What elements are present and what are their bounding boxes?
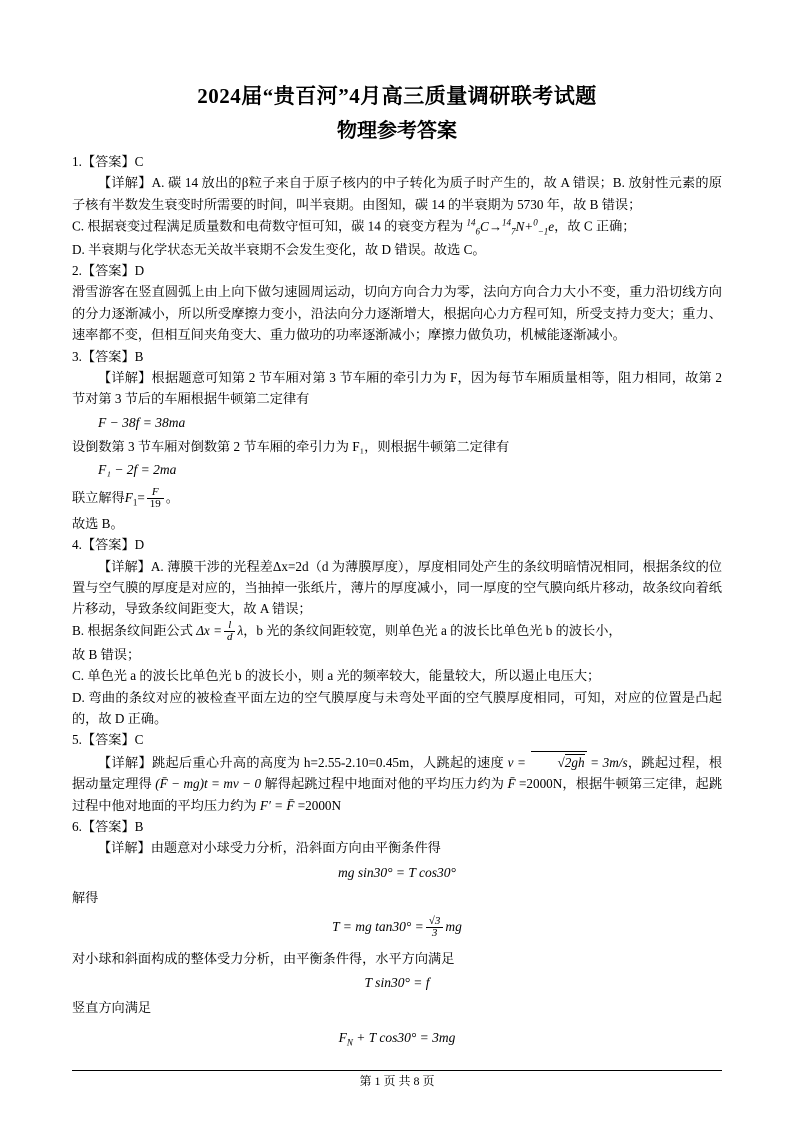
answer-5-text-c: 解得起跳过程中地面对他的平均压力约为 F̄ =2000N，根据牛顿第三定律，起跳过程中他对地面的平均压力约为 F′ = F̄ =2000N [72,776,723,813]
answer-4-para-2-text: B. 根据条纹间距公式 [72,622,193,638]
footer-divider [72,1070,722,1071]
answer-3-equation-3 [72,487,722,511]
answer-block-1 [72,151,722,260]
answer-6-equation-2 [72,916,722,940]
answer-6-eq2-suffix: mg [445,919,462,935]
page-footer: 第 1 页 共 8 页 [359,1074,435,1088]
answer-3-eq3-eq: = [137,489,145,505]
fringe-spacing-formula: Δx = $\frac{l}{d}$ λ [196,618,244,644]
velocity-formula: v = √2gh = 3m/s [508,755,628,770]
answer-4-para-1: 【详解】A. 薄膜干涉的光程差Δx=2d（d 为薄膜厚度），厚度相同处产生的条纹明暗情况相同，根据条纹的位置与空气膜的厚度是对应的，当抽掉一张纸片，薄片的厚度减小，同一厚度的空气膜向纸片移动，故条纹向着纸片移动，导致条纹间距变大，故 A 错误； [72,558,722,617]
answer-6-eq2-prefix: T = mg tan30° = [332,919,424,935]
answer-3-para-2: 设倒数第 3 节车厢对倒数第 2 节车厢的牵引力为 F₁，则根据牛顿第二定律有 [72,438,510,454]
answer-block-4 [72,534,722,729]
answer-6-para-1: 【详解】由题意对小球受力分析，沿斜面方向由平衡条件得 [98,840,441,856]
impulse-formula: (F̄ − mg)t = mv − 0 [155,776,262,792]
answer-3-eq3-num: F [147,487,164,500]
answer-4-para-3: C. 单色光 a 的波长比单色光 b 的波长小，则 a 光的频率较大，能量较大，所以遏止电压大； [72,668,601,684]
answer-2-heading: 2.【答案】D [72,263,145,279]
answer-block-2 [72,260,722,346]
answer-1-heading: 1.【答案】C [72,154,144,169]
answer-block-5 [72,729,722,816]
formula-den: d [226,631,233,644]
formula-num: l [224,620,236,633]
page-subtitle: 物理参考答案 [337,120,457,142]
answer-6-eq4-sub: N [346,1037,353,1048]
decay-equation: $^{14}_6$C→$^{14}_7$N+$^0_{-1}$e [466,217,555,237]
answer-6-equation-3: T sin30° = f [364,975,430,991]
page-title: 2024届“贵百河”4月高三质量调研联考试题 [197,84,597,108]
answer-6-para-3: 对小球和斜面构成的整体受力分析，由平衡条件得，水平方向满足 [72,950,455,966]
answer-6-heading: 6.【答案】B [72,818,144,834]
answer-4-para-4: D. 弯曲的条纹对应的被检查平面左边的空气膜厚度与未弯处平面的空气膜厚度相同，可知，对应的位置是凸起的，故 D 正确。 [72,689,722,727]
answer-1-para-2 [72,215,722,239]
answer-3-heading: 3.【答案】B [72,348,144,364]
answer-6-equation-1: mg sin30° = T cos30° [338,864,456,880]
answer-block-6 [72,816,722,1050]
answer-4-para-2b: 故 B 错误； [72,646,141,662]
formula-fraction [224,620,236,644]
answer-3-eq3-suffix: 。 [165,489,179,505]
answer-3-eq3-prefix: 联立解得 [72,489,125,505]
answer-6-eq4-rest: + T cos30° = 3mg [352,1029,456,1045]
answers-body [72,151,722,1050]
answer-3-eq3-fraction [147,487,164,511]
answer-3-para-3: 故选 B。 [72,515,124,531]
answer-2-para-1: 滑雪游客在竖直圆弧上由上向下做匀速圆周运动，切向方向合力为零，法向方向合力大小不变，重力沿切线方向的分力逐渐减小，所以所受摩擦力变小，沿法向分力逐渐增大，根据向心力方程可知，所受支持力变大；重力、速率都不变，但相互间夹角变大、重力做功的功率逐渐减小；摩擦力做负功，机械能逐渐减小。 [72,284,722,343]
answer-6-para-4: 竖直方向满足 [72,1000,152,1016]
answer-3-eq3-sub: 1 [132,497,138,508]
answer-1-para-2-text: C. 根据衰变过程满足质量数和电荷数守恒可知，碳 14 的衰变方程为 [72,218,464,234]
answer-5-para-1 [72,751,722,816]
answer-3-eq3-var: F [124,489,133,505]
answer-6-eq2-den: 3 [431,927,438,940]
answer-4-para-2 [72,620,722,644]
answer-6-eq2-fraction [426,916,444,940]
answer-6-equation-4 [72,1027,722,1050]
answer-3-equation-1: F − 38f = 38ma [98,414,186,430]
answer-3-equation-2: F₁ − 2f = 2ma [98,461,177,477]
answer-4-heading: 4.【答案】D [72,537,145,553]
answer-5-heading: 5.【答案】C [72,732,144,748]
answer-5-text-b: ，跳起过程，根据动量定理得 [72,754,723,792]
answer-1-para-2-tail: ，故 C 正确； [554,218,636,234]
sqrt-symbol: √2gh [531,751,587,773]
answer-3-para-1: 【详解】根据题意可知第 2 节车厢对第 3 节车厢的牵引力为 F，因为每节车厢质量相等，阻力相同，故第 2 节对第 3 节后的车厢根据牛顿第二定律有 [72,369,722,407]
answer-5-text-a: 【详解】跳起后重心升高的高度为 h=2.55-2.10=0.45m，人跳起的速度 [98,754,504,770]
answer-6-para-2: 解得 [72,889,99,905]
answer-6-eq4-text: F [338,1029,347,1045]
answer-1-para-3: D. 半衰期与化学状态无关故半衰期不会发生变化，故 D 错误。故选 C。 [72,241,486,257]
answer-block-3 [72,346,722,535]
answer-6-eq2-num: √3 [426,916,444,929]
answer-3-eq3-den: 19 [149,498,161,511]
answer-1-para-1: 【详解】A. 碳 14 放出的β粒子来自于原子核内的中子转化为质子时产生的，故 A 错误；B. 放射性元素的原子核有半数发生衰变时所需要的时间，叫半衰期。由图知，碳 14 的半衰期为 5730 年，故 B 错误； [72,175,722,212]
answer-4-para-2-tail: ，b 光的条纹间距较宽，则单色光 a 的波长比单色光 b 的波长小， [243,622,622,638]
